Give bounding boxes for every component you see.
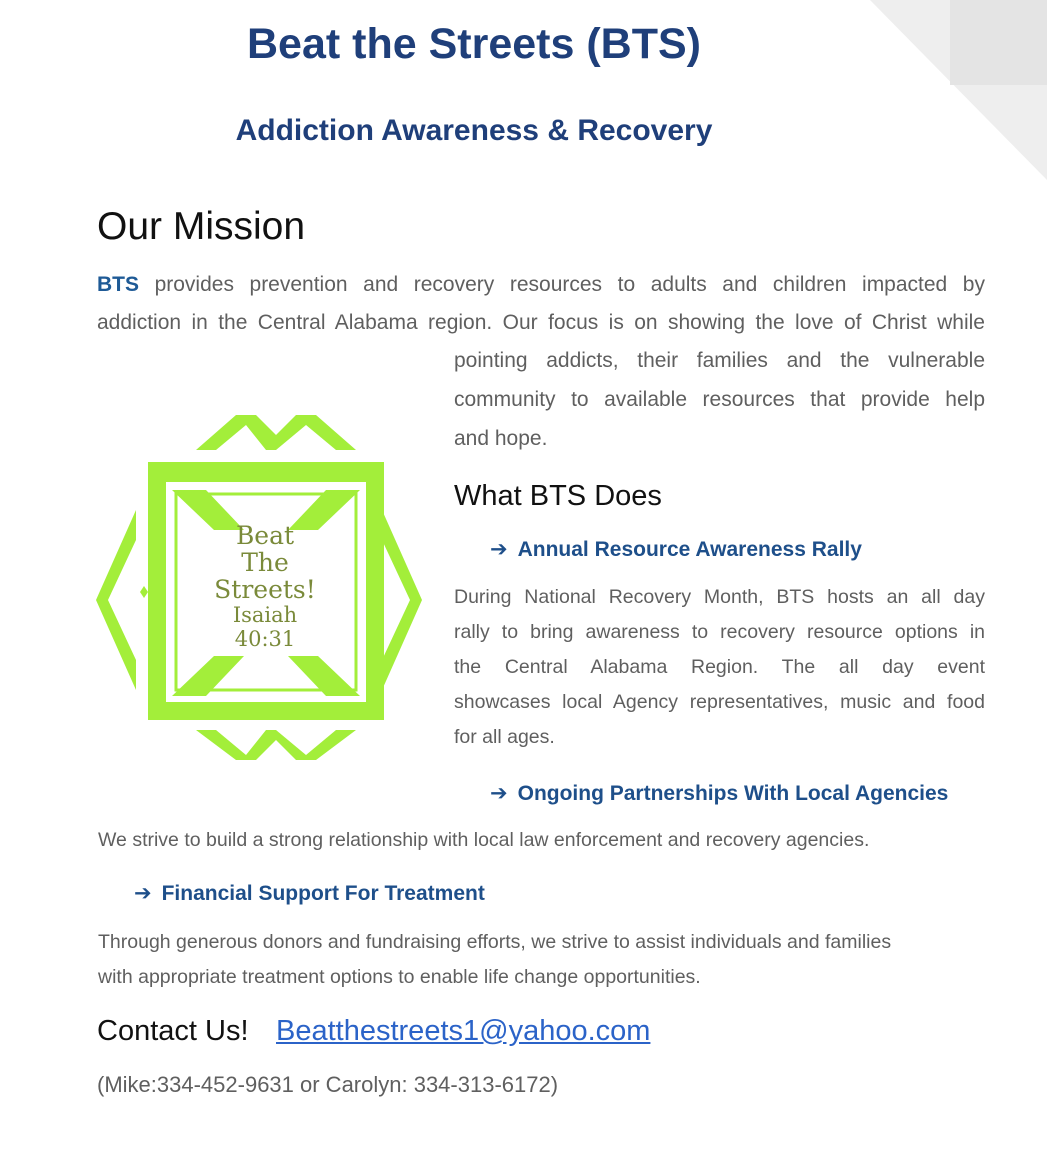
mission-paragraph-continued: pointing addicts, their families and the vulnerable community to available resources that provide help and hope.	[454, 349, 985, 450]
partnerships-paragraph: We strive to build a strong relationship with local law enforcement and recovery agencies.	[98, 829, 870, 851]
contact-phones: (Mike:334-452-9631 or Carolyn: 334-313-6172)	[97, 1072, 559, 1097]
bullet-annual-rally: ➔ Annual Resource Awareness Rally	[490, 538, 862, 561]
email-link[interactable]: Beatthestreets1@yahoo.com	[276, 1015, 651, 1047]
page-subtitle: Addiction Awareness & Recovery	[235, 114, 713, 147]
bullet-partnerships: ➔ Ongoing Partnerships With Local Agencies	[490, 782, 949, 805]
mission-paragraph: BTS provides prevention and recovery resources to adults and children impacted by addiction in the Central Alabama region. Our focus is on showing the love of Christ while	[97, 273, 985, 334]
arrow-right-icon: ➔	[490, 782, 508, 805]
arrow-right-icon: ➔	[134, 882, 152, 905]
financial-paragraph: Through generous donors and fundraising efforts, we strive to assist individuals and families with appropriate treatment options to enable life change opportunities.	[98, 931, 892, 988]
arrow-right-icon: ➔	[490, 538, 508, 561]
page-title: Beat the Streets (BTS)	[247, 20, 701, 68]
what-bts-does-heading: What BTS Does	[454, 480, 662, 512]
bullet-financial-support: ➔ Financial Support For Treatment	[134, 882, 485, 905]
contact-heading: Contact Us!	[97, 1015, 249, 1047]
mission-heading: Our Mission	[97, 205, 306, 248]
rally-paragraph: During National Recovery Month, BTS hosts an all day rally to bring awareness to recovery resource options in the Central Alabama Region. The all day event showcases local Agency representatives, music and food for all ages.	[454, 586, 985, 748]
logo-text: Beat The Streets! Isaiah 40:31	[214, 521, 316, 651]
bts-lead: BTS	[97, 273, 139, 296]
